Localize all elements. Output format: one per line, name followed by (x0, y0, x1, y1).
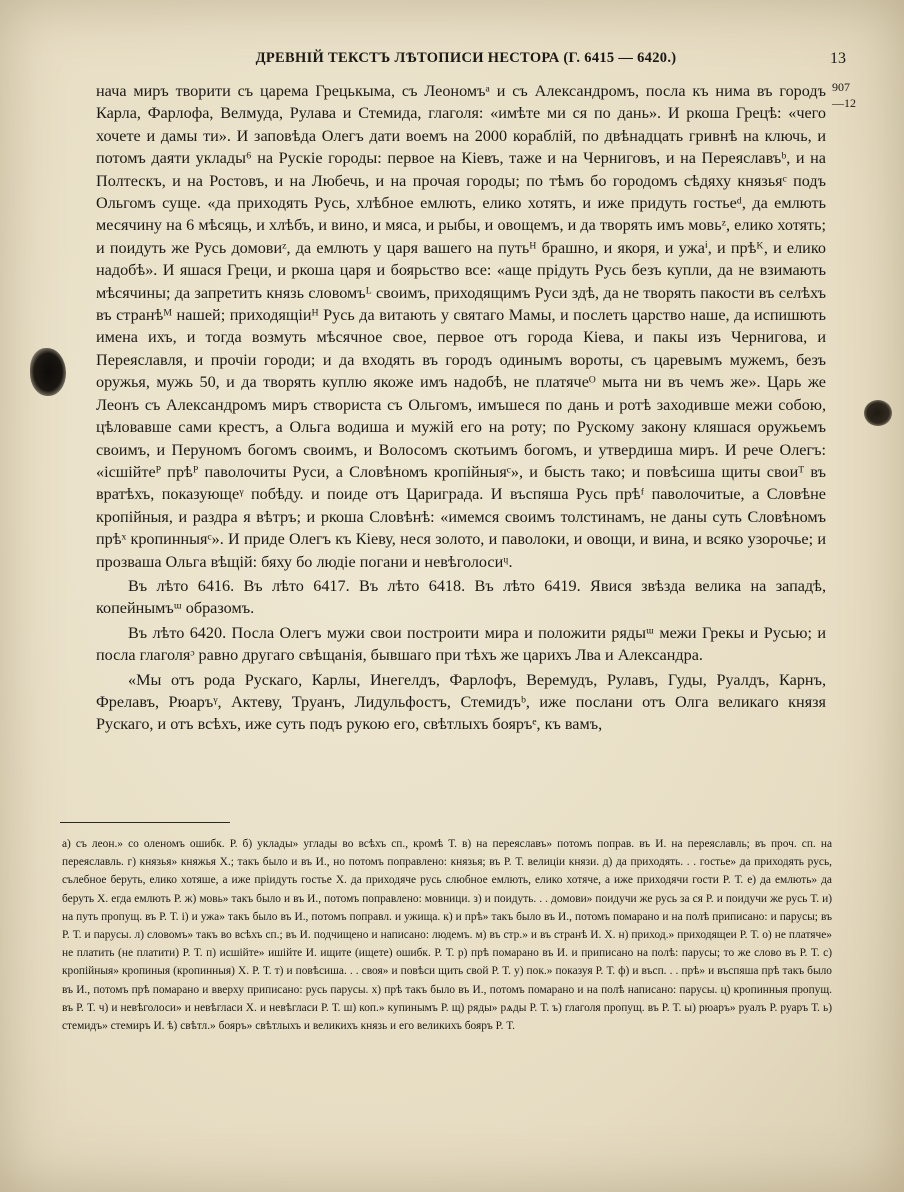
margin-year-note: 907 (832, 80, 850, 94)
margin-year-note: —12 (832, 96, 856, 110)
ink-blot (864, 400, 892, 426)
paragraph: нача миръ творити съ царема Грецькыма, съ Леономъᵃ и съ Александромъ, посла къ нима въ городъ Карла, Фарлофа, Велмуда, Рулава и Стемида, глаголя: «имѣте ми ся по дань». И ркоша Грецѣ: «чего хочете и дамы ти». И заповѣда Олегъ дати воемъ на 2000 кораблій, по двѣнадцать гривнѣ на ключь, и потомъ даяти уклады⁶ на Рускіе городы: первое на Кіевъ, таже и на Черниговъ, и на Переяславъᵇ, и на Полтескъ, и на Ростовъ, и на Любечь, и на прочая городы; по тѣмъ бо городомъ сѣдяху князьяᶜ подъ Ольгомъ суще. «да приходять Русь, хлѣбное емлють, елико хотять, и иже придуть гостьеᵈ, да емлють месячину на 6 мѣсяць, и хлѣбъ, и вино, и мяса, и рыбы, и овощемъ, и да творять имъ мовьᶻ, елико хотять; и поидуть же Русь домовиᶻ, да емлють у царя вашего на путьᴴ брашно, и якоря, и ужаⁱ, и прѣᴷ, и елико надобѣ». И яшася Греци, и ркоша царя и боярьство все: «аще прідуть Русь безъ купли, да не взимають мѣсячины; да запретить князь словомъᴸ своимъ, приходящимъ Руси здѣ, да не творять пакости въ селѣхъ въ странѣᴹ нашей; приходящіиᴴ Русь да витають у святаго Мамы, и послеть царство наше, да испишють имена ихъ, и тогда возмуть мѣсячное свое, первое отъ города Кіева, и пакы изъ Чернигова, и Переяславля, и прочіи городи; и да входять въ городъ одинымъ вороты, съ царевымъ мужемъ, безъ оружья, мужь 50, и да творять куплю якоже имъ надобѣ, не платячеᴼ мыта ни въ чемъ же». Царь же Леонъ съ Александромъ миръ створиста съ Ольгомъ, имъшеся по дань и ротѣ заходивше межи собою, цѣловавше сами крестъ, а Ольга водиша и мужій его на роту; по Рускому закону кляшася оружьемъ своимъ, и Перуномъ богомъ своимъ, и Волосомъ скотьимъ богомъ, и утвердиша миръ. И рече Олегъ: «ісшійтеᴾ прѣᴾ паволочиты Руси, а Словѣномъ кропійныяᶜ», и бысть тако; и повѣсиша щиты своиᵀ въ вратѣхъ, показующеᵞ побѣду. и поиде отъ Цариграда. И въспяша Русь прѣᶠ паволочитые, а Словѣне кропійныя, и раздра я вѣтръ; и ркоша Словѣнѣ: «имемся своимъ толстинамъ, не даны суть Словѣномъ прѣˣ кропинныяᶜ». И приде Олегъ къ Кіеву, неся золото, и паволоки, и овощи, и вина, и всяко узорочье; и прозваша Ольга вѣщій: бяху бо людіе погани и невѣголосиᶣ. (96, 82, 826, 571)
running-header: ДРЕВНІЙ ТЕКСТЪ ЛѢТОПИСИ НЕСТОРА (Г. 6415 — 6420.) (255, 50, 677, 66)
footnote-divider (60, 822, 230, 823)
paragraph: Въ лѣто 6420. Посла Олегъ мужи свои построити мира и положити рядыᵚ межи Грекы и Русью; и посла глаголяᵓ равно другаго свѣщанія, бывшаго при тѣхъ же царихъ Лва и Александра. (96, 623, 826, 665)
paragraph: «Мы отъ рода Рускаго, Карлы, Инегелдъ, Фарлофъ, Веремудъ, Рулавъ, Гуды, Руалдъ, Карнъ, Фрелавъ, Рюаръᵞ, Актеву, Труанъ, Лидульфостъ, Стемидъᵇ, иже послани отъ Олга великаго князя Рускаго, и отъ всѣхъ, иже суть подъ рукою его, свѣтлыхъ бояръᵉ, къ вамъ, (96, 670, 826, 734)
ink-blot (30, 348, 66, 396)
page-number: 13 (830, 50, 846, 67)
paragraph: Въ лѣто 6416. Въ лѣто 6417. Въ лѣто 6418. Въ лѣто 6419. Явися звѣзда велика на западѣ, копейнымъᵚ образомъ. (96, 576, 826, 618)
footnotes (62, 835, 832, 1035)
footnote-text: а) съ леон.» со оленомъ ошибк. Р. б) уклады» углады во всѣхъ сп., кромѣ Т. в) на переяславъ» потомъ поправ. въ И. на переяславль; въ проч. сп. на переяславль. г) князья» княжья Х.; такъ было и въ И., но потомъ поправлено: князья; въ Р. Т. велицiи князи. д) да приходять. . . гостье» да приходять русь, сълебное беруть, елико хотяше, а иже прiидуть гостье Х. да приходяче русь слюбное емлють, елико хотяче, а иже приходячи гости Р. Т. е) да емлють» да беруть Х. егда емлють Р. ж) мовь» такъ было и въ И., потомъ поправлено: мовници. з) и поидуть. . . домови» поидучи же русь за ся Р. и поидучи же русь Т. и) на путь пропущ. въ Р. Т. i) и ужа» такъ было въ И., потомъ поправл. и ужища. к) и прѣ» такъ было въ И., потомъ помарано и на полѣ приписано: и парусы; въ Р. Т. и парусы. л) словомъ» такъ во всѣхъ сп.; въ И. подчищено и написано: людемъ. м) въ стр.» и въ странѣ И. Х. н) приход.» приходящеи Р. Т. о) не платяче» не платить (не платити) Р. Т. п) исшійте» ишійте И. ищите (ищете) ошибк. Р. Т. р) прѣ помарано въ И. и приписано на полѣ: парусы; то же слово въ Р. Т. с) кропійныя» кропиныя (кропинныя) Х. Р. Т. т) и повѣсиша. . . своя» и повѣси щить свой Р. Т. у) пок.» показуя Р. Т. ф) и въсп. . . прѣ» и въспяша прѣ такъ было въ И., потомъ прѣ помарано и вверху приписано: русь парусы. х) прѣ такъ было въ И., потомъ помарано и на полѣ написано: парусы. ц) кропинныя пропущ. въ Р. Т. ч) и невѣголоси» и невѣгласи Х. и невѣгласи Р. Т. ш) коп.» купинымъ Р. щ) ряды» рѧды Р. Т. ъ) глаголя пропущ. въ Р. Т. ы) рюаръ» руалъ Р. руаръ Т. ь) стемидъ» стемиръ И. ѣ) свѣтл.» бояръ» свѣтлыхъ и великихъ князь и его великихъ бояръ Р. Т. (62, 838, 832, 1033)
chronicle-text (96, 80, 826, 736)
